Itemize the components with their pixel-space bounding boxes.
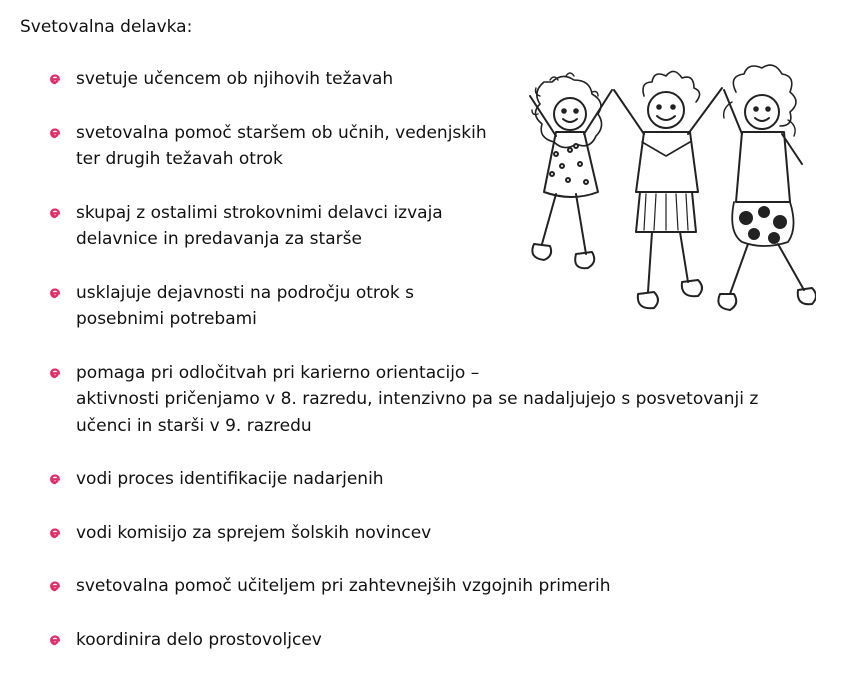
page-title: Svetovalna delavka: — [20, 17, 193, 37]
pink-swirl-icon — [46, 631, 64, 649]
item-text-line: vodi komisijo za sprejem šolskih novincev — [76, 522, 432, 543]
item-text-line: delavnice in predavanja za starše — [76, 229, 362, 249]
list-item — [46, 360, 836, 440]
boy-middle — [614, 71, 722, 308]
item-text-line: posebnimi potrebami — [76, 309, 257, 329]
item-text-line: skupaj z ostalimi strokovnimi delavci izvaja — [76, 202, 443, 223]
list-item — [46, 627, 836, 654]
pink-swirl-icon — [46, 524, 64, 542]
list-item — [46, 573, 836, 600]
pink-swirl-icon — [46, 70, 64, 88]
item-text-line: vodi proces identifikacije nadarjenih — [76, 469, 384, 489]
girl-right — [718, 65, 816, 310]
pink-swirl-icon — [46, 470, 64, 488]
list-item — [46, 466, 836, 493]
item-text-line: učenci in starši v 9. razredu — [76, 415, 312, 436]
item-text-line: pomaga pri odločitvah pri karierno orientacijo – — [76, 362, 480, 383]
item-text-line: svetovalna pomoč staršem ob učnih, vedenjskih — [76, 122, 487, 143]
girl-left — [530, 73, 612, 268]
item-text-line: svetovalna pomoč učiteljem pri zahtevnejših vzgojnih primerih — [76, 576, 611, 596]
item-text-line: ter drugih težavah otrok — [76, 149, 283, 169]
item-text-line: usklajuje dejavnosti na področju otrok s — [76, 282, 415, 303]
item-text-line: aktivnosti pričenjamo v 8. razredu, intenzivno pa se nadaljujejo s posvetovanji z — [76, 389, 759, 409]
pink-swirl-icon — [46, 124, 64, 142]
pink-swirl-icon — [46, 204, 64, 222]
item-text-line: svetuje učencem ob njihovih težavah — [76, 69, 394, 89]
pink-swirl-icon — [46, 364, 64, 382]
three-children-holding-hands-illustration — [516, 62, 816, 362]
pink-swirl-icon — [46, 577, 64, 595]
pink-swirl-icon — [46, 284, 64, 302]
item-text-line: koordinira delo prostovoljcev — [76, 629, 322, 650]
list-item — [46, 520, 836, 547]
